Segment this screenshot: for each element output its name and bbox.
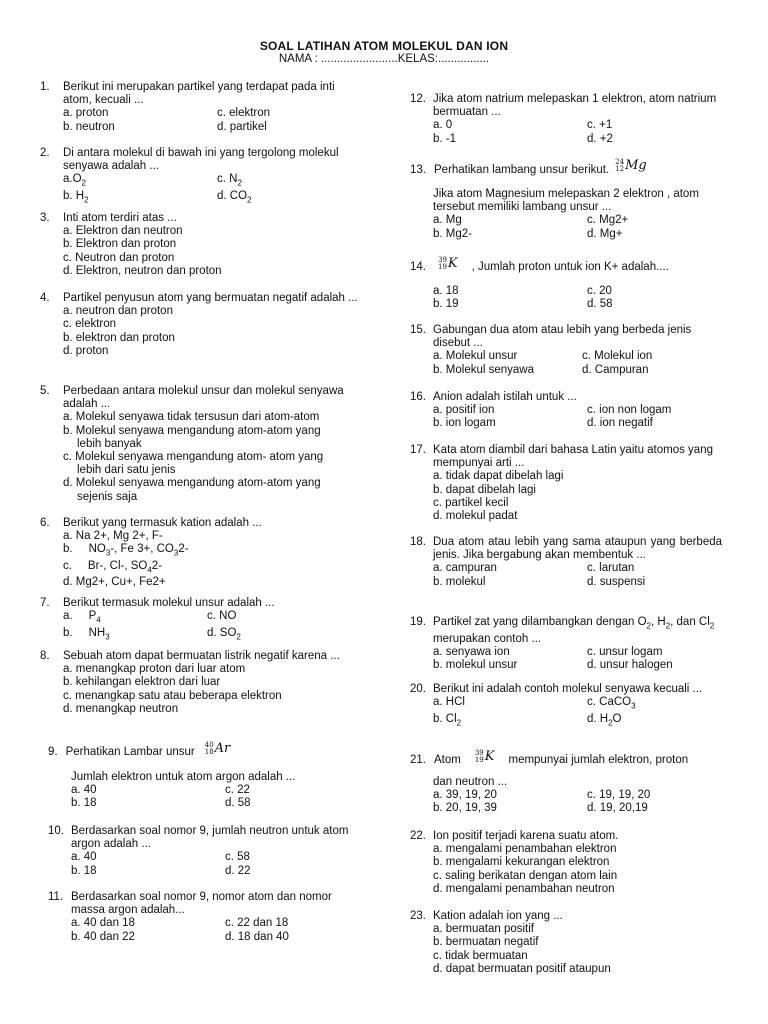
option: a. Molekul unsur bbox=[433, 350, 518, 363]
question-number: 14. bbox=[410, 261, 426, 274]
mass-number: 39 bbox=[474, 749, 484, 757]
argon-isotope-symbol bbox=[205, 742, 231, 756]
question-number: 8. bbox=[40, 650, 50, 662]
option: a. 40 bbox=[71, 784, 97, 797]
element-symbol: K bbox=[447, 256, 458, 272]
option: d. unsur halogen bbox=[587, 658, 673, 671]
option: d. $H_2O$ bbox=[587, 712, 622, 727]
option: c. Neutron dan proton bbox=[63, 251, 175, 264]
question-number: 2. bbox=[40, 147, 50, 159]
option: a. proton bbox=[63, 107, 109, 120]
option: c. 19, 19, 20 bbox=[587, 789, 651, 802]
option: b. ion logam bbox=[433, 417, 496, 430]
option: c. tidak bermuatan bbox=[433, 949, 528, 962]
mass-number: 39 bbox=[438, 256, 447, 264]
question-18 bbox=[410, 536, 722, 589]
option-continuation: lebih dari satu jenis bbox=[77, 464, 176, 477]
option: b. Elektron dan proton bbox=[63, 238, 177, 251]
magnesium-isotope-symbol bbox=[615, 159, 647, 173]
option: d. ion negatif bbox=[587, 417, 653, 430]
question-text: Kation adalah ion yang ... bbox=[433, 910, 563, 922]
question-number: 9. bbox=[48, 746, 58, 759]
question-number: 6. bbox=[40, 517, 50, 529]
element-symbol: K bbox=[484, 749, 495, 765]
question-text: Perhatikan Lambar unsur bbox=[65, 746, 195, 759]
question-number: 21. bbox=[410, 754, 426, 767]
option: b. kehilangan elektron dari luar bbox=[63, 676, 221, 689]
question-number: 3. bbox=[40, 212, 50, 224]
question-12 bbox=[410, 93, 722, 146]
question-text: Anion adalah istilah untuk ... bbox=[433, 391, 577, 403]
question-number: 1. bbox=[40, 81, 50, 93]
element-symbol: Ar bbox=[214, 741, 231, 757]
option: b. $Cl_2$ bbox=[433, 712, 462, 727]
question-14 bbox=[410, 257, 722, 311]
question-13 bbox=[410, 160, 722, 241]
potassium-isotope-symbol bbox=[438, 257, 458, 271]
option: a. 40 bbox=[71, 851, 97, 864]
option: c. Mg2+ bbox=[587, 214, 629, 227]
question-text: Berikut termasuk molekul unsur adalah ... bbox=[63, 597, 275, 609]
option: b. $NH_3$ bbox=[63, 626, 110, 641]
option: d. partikel bbox=[217, 120, 267, 133]
question-number: 4. bbox=[40, 292, 50, 304]
option: a. HCl bbox=[433, 696, 465, 709]
question-text: Inti atom terdiri atas ... bbox=[63, 212, 177, 224]
option: b. -1 bbox=[433, 132, 457, 145]
option: c. ion non logam bbox=[587, 404, 672, 417]
option: a. $P_4$ bbox=[63, 610, 101, 625]
question-text: Berikut ini adalah contoh molekul senyawa kecuali ... bbox=[433, 683, 703, 695]
option: b. Molekul senyawa mengandung atom-atom yang bbox=[63, 424, 321, 437]
option: d. $SO_2$ bbox=[207, 626, 241, 641]
option: a. 40 dan 18 bbox=[71, 917, 135, 930]
option: b. 19 bbox=[433, 298, 459, 311]
option: b. 40 dan 22 bbox=[71, 930, 135, 943]
question-number: 17. bbox=[410, 444, 426, 456]
option: c. Molekul ion bbox=[582, 350, 653, 363]
option: b. dapat dibelah lagi bbox=[433, 483, 536, 496]
question-text: Dua atom atau lebih yang sama ataupun yang berbeda jenis. Jika bergabung akan membentuk ... bbox=[433, 536, 722, 562]
option: a. Elektron dan neutron bbox=[63, 225, 183, 238]
option: d. dapat bermuatan positif ataupun bbox=[433, 962, 611, 975]
option: a. senyawa ion bbox=[433, 645, 510, 658]
worksheet-title: SOAL LATIHAN ATOM MOLEKUL DAN ION bbox=[259, 39, 509, 53]
option: b. 18 bbox=[71, 864, 97, 877]
option: a. 0 bbox=[433, 119, 453, 132]
question-text: Perbedaan antara molekul unsur dan molekul senyawa adalah ... bbox=[63, 385, 344, 411]
option: a. neutron dan proton bbox=[63, 305, 173, 318]
option: a. Molekul senyawa tidak tersusun dari atom-atom bbox=[63, 411, 320, 424]
option: a. bermuatan positif bbox=[433, 923, 535, 936]
question-number: 13. bbox=[410, 164, 426, 177]
option: b. $NO_3-$, Fe 3+, $CO_32-$ bbox=[63, 543, 189, 558]
question-20 bbox=[410, 683, 722, 729]
question-number: 22. bbox=[410, 830, 426, 842]
option: b. $H_2$ bbox=[63, 189, 89, 205]
option: c. 22 dan 18 bbox=[225, 917, 289, 930]
atomic-number: 19 bbox=[474, 756, 484, 764]
option: b. Molekul senyawa bbox=[433, 363, 534, 376]
option: b. neutron bbox=[63, 120, 115, 133]
option: d. Elektron, neutron dan proton bbox=[63, 264, 222, 277]
question-text: Di antara molekul di bawah ini yang tergolong molekul senyawa adalah ... bbox=[63, 147, 339, 173]
name-class-line: NAMA : ........................KELAS:................ bbox=[278, 53, 490, 65]
question-text: Perhatikan lambang unsur berikut. bbox=[434, 164, 610, 177]
option: b. 18 bbox=[71, 797, 97, 810]
option: c. $N_2$ bbox=[217, 173, 242, 188]
option: d. 19, 20,19 bbox=[587, 802, 648, 815]
question-number: 12. bbox=[410, 93, 426, 105]
question-1 bbox=[40, 81, 362, 134]
option: $a.O_2$ bbox=[63, 173, 86, 188]
option: c. CaCO$_3$ bbox=[587, 696, 636, 711]
option: d. menangkap neutron bbox=[63, 702, 179, 715]
option: c. NO bbox=[207, 610, 237, 623]
question-text: Kata atom diambil dari bahasa Latin yaitu atomos yang mempunyai arti ... bbox=[433, 444, 713, 470]
option: a. campuran bbox=[433, 562, 497, 575]
option: d. 18 dan 40 bbox=[225, 930, 289, 943]
question-23 bbox=[410, 910, 722, 976]
option: d. Campuran bbox=[582, 363, 649, 376]
option: c. larutan bbox=[587, 562, 635, 575]
question-text: Atom bbox=[434, 754, 461, 767]
question-15 bbox=[410, 324, 722, 377]
question-text-after: mempunyai jumlah elektron, proton bbox=[508, 754, 689, 767]
question-text-continued: Jumlah elektron untuk atom argon adalah ... bbox=[71, 771, 296, 783]
question-text: Partikel zat yang dilambangkan dengan $O_2$, $H_2$, dan $Cl_2$ merupakan contoh ... bbox=[433, 616, 715, 645]
question-number: 19. bbox=[410, 616, 426, 628]
mass-number: 24 bbox=[615, 158, 625, 166]
option: d. suspensi bbox=[587, 575, 646, 588]
element-symbol: Mg bbox=[625, 158, 647, 174]
question-16 bbox=[410, 391, 722, 431]
question-19 bbox=[410, 616, 722, 672]
option: c. Br-, Cl-, $SO_42-$ bbox=[63, 559, 163, 575]
potassium-isotope-symbol bbox=[475, 750, 495, 764]
option-continuation: sejenis saja bbox=[77, 490, 138, 503]
option: c. menangkap satu atau beberapa elektron bbox=[63, 689, 282, 702]
option: c. 22 bbox=[225, 784, 250, 797]
option: d. 22 bbox=[225, 864, 251, 877]
question-3 bbox=[40, 212, 362, 278]
option: c. 20 bbox=[587, 285, 612, 297]
option: d. Mg+ bbox=[587, 227, 623, 240]
option: c. Molekul senyawa mengandung atom- atom yang bbox=[63, 451, 324, 464]
option: d. Mg2+, Cu+, Fe2+ bbox=[63, 576, 166, 589]
option: b. 20, 19, 39 bbox=[433, 802, 497, 815]
question-text-continued: dan neutron ... bbox=[433, 776, 508, 788]
question-number: 20. bbox=[410, 683, 426, 695]
option: c. 58 bbox=[225, 851, 250, 864]
question-number: 23. bbox=[410, 910, 426, 922]
question-text: Partikel penyusun atom yang bermuatan negatif adalah ... bbox=[63, 292, 358, 304]
option: a. Mg bbox=[433, 214, 462, 227]
question-text-continued: Jika atom Magnesium melepaskan 2 elektron , atom tersebut memiliki lambang unsur ... bbox=[433, 188, 699, 214]
option: c. elektron bbox=[63, 318, 117, 331]
question-text: Berdasarkan soal nomor 9, nomor atom dan nomor massa argon adalah... bbox=[71, 891, 332, 917]
mass-number: 40 bbox=[204, 741, 214, 749]
atomic-number: 12 bbox=[615, 165, 625, 173]
question-text: Ion positif terjadi karena suatu atom. bbox=[433, 830, 619, 842]
option: d. molekul padat bbox=[433, 510, 518, 523]
question-6 bbox=[40, 517, 362, 590]
option: a. 39, 19, 20 bbox=[433, 789, 497, 802]
option: d. 58 bbox=[587, 298, 613, 311]
question-text: Gabungan dua atom atau lebih yang berbeda jenis disebut ... bbox=[433, 324, 692, 350]
option: c. partikel kecil bbox=[433, 496, 509, 509]
option: d. Molekul senyawa mengandung atom-atom yang bbox=[63, 477, 321, 490]
question-22 bbox=[410, 830, 722, 896]
option: a. mengalami penambahan elektron bbox=[433, 843, 617, 856]
option: d. +2 bbox=[587, 132, 613, 145]
atomic-number: 18 bbox=[204, 748, 214, 756]
question-number: 5. bbox=[40, 385, 50, 397]
option: b. molekul bbox=[433, 575, 486, 588]
question-9 bbox=[48, 741, 362, 811]
option: a. tidak dapat dibelah lagi bbox=[433, 470, 564, 483]
option: c. unsur logam bbox=[587, 645, 663, 658]
question-text: Berikut ini merupakan partikel yang terdapat pada inti atom, kecuali ... bbox=[63, 81, 335, 107]
option: d. proton bbox=[63, 344, 109, 357]
question-text: Berdasarkan soal nomor 9, jumlah neutron untuk atom argon adalah ... bbox=[71, 825, 349, 851]
option: d. $CO_2$ bbox=[217, 189, 252, 205]
option: a. Na 2+, Mg 2+, F- bbox=[63, 530, 163, 543]
question-number: 10. bbox=[48, 825, 64, 837]
option-continuation: lebih banyak bbox=[77, 437, 142, 450]
option: b. mengalami kekurangan elektron bbox=[433, 856, 610, 869]
option: a. positif ion bbox=[433, 404, 495, 417]
question-7 bbox=[40, 597, 362, 643]
option: d. mengalami penambahan neutron bbox=[433, 882, 615, 895]
question-8 bbox=[40, 650, 362, 716]
question-number: 18. bbox=[410, 536, 426, 548]
option: b. bermuatan negatif bbox=[433, 936, 539, 949]
question-number: 7. bbox=[40, 597, 50, 609]
option: a. 18 bbox=[433, 285, 459, 297]
question-number: 15. bbox=[410, 324, 426, 336]
question-number: 16. bbox=[410, 391, 426, 403]
option: c. elektron bbox=[217, 107, 271, 120]
option: a. menangkap proton dari luar atom bbox=[63, 663, 246, 676]
question-11 bbox=[48, 891, 362, 944]
option: d. 58 bbox=[225, 797, 251, 810]
question-number: 11. bbox=[48, 891, 64, 903]
option: b. molekul unsur bbox=[433, 658, 518, 671]
question-4 bbox=[40, 292, 362, 358]
question-text: Sebuah atom dapat bermuatan listrik negatif karena ... bbox=[63, 650, 340, 662]
question-text: Berikut yang termasuk kation adalah ... bbox=[63, 517, 262, 529]
question-17 bbox=[410, 444, 722, 523]
question-2 bbox=[40, 147, 362, 206]
question-text: , Jumlah proton untuk ion K+ adalah.... bbox=[471, 261, 669, 274]
option: b. elektron dan proton bbox=[63, 331, 175, 344]
question-5 bbox=[40, 385, 362, 504]
atomic-number: 19 bbox=[438, 263, 447, 271]
option: c. +1 bbox=[587, 119, 613, 132]
question-21 bbox=[410, 750, 722, 816]
question-text: Jika atom natrium melepaskan 1 elektron, atom natrium bermuatan ... bbox=[433, 93, 717, 119]
question-10 bbox=[48, 825, 362, 878]
option: b. Mg2- bbox=[433, 227, 472, 240]
option: c. saling berikatan dengan atom lain bbox=[433, 869, 618, 882]
